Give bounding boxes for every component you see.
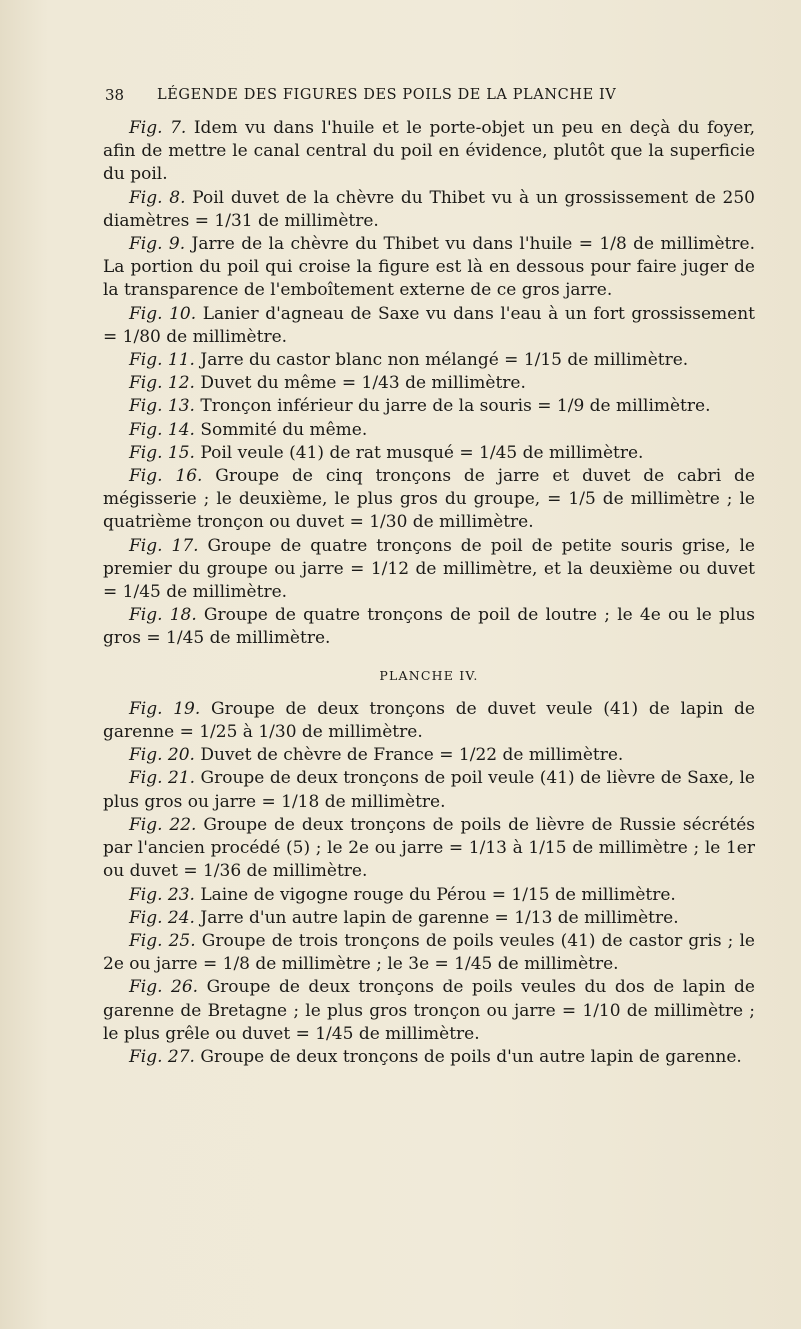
figure-description: Sommité du même.: [194, 419, 368, 440]
figure-caption: [103, 907, 755, 930]
figure-label: Fig. 26.: [129, 977, 199, 998]
figure-label: Fig. 20.: [129, 745, 195, 766]
figure-label: Fig. 9.: [129, 234, 186, 255]
figure-caption: [103, 930, 755, 976]
figure-caption: [103, 744, 755, 767]
figure-caption: [103, 372, 755, 395]
figure-label: Fig. 22.: [129, 814, 197, 835]
figure-label: Fig. 10.: [129, 303, 197, 324]
legend-list-after: [103, 698, 755, 1069]
figure-description: Jarre de la chèvre du Thibet vu dans l'huile = 1/8 de millimètre. La portion du poil qui croise la figure est là en dessous pour faire juger de la transparence de l'emboîtement externe de ce gros jarre.: [103, 234, 755, 301]
figure-description: Poil duvet de la chèvre du Thibet vu à un grossissement de 250 diamètres = 1/31 de millimètre.: [103, 187, 755, 231]
figure-description: Groupe de trois tronçons de poils veules (41) de castor gris ; le 2e ou jarre = 1/8 de millimètre ; le 3e = 1/45 de millimètre.: [103, 930, 755, 975]
figure-description: Groupe de deux tronçons de poils de lièvre de Russie sécrétés par l'ancien procédé (5) ; le 2e ou jarre = 1/13 à 1/15 de millimètre ; le 1er ou duvet = 1/36 de millimètre.: [103, 814, 755, 882]
figure-description: Groupe de deux tronçons de poil veule (41) de lièvre de Saxe, le plus gros ou jarre = 1/18 de millimètre.: [103, 768, 755, 812]
figure-description: Groupe de quatre tronçons de poil de petite souris grise, le premier du groupe ou jarre = 1/12 de millimètre, et la deuxième ou duvet = 1/45 de millimètre.: [103, 535, 755, 603]
legend-list-before: [103, 117, 755, 651]
figure-caption: [103, 698, 755, 744]
figure-label: Fig. 27.: [129, 1046, 195, 1067]
figure-description: Groupe de quatre tronçons de poil de loutre ; le 4e ou le plus gros = 1/45 de millimètre.: [103, 605, 755, 649]
figure-label: Fig. 14.: [129, 419, 195, 440]
figure-label: Fig. 15.: [129, 442, 195, 463]
figure-caption: [103, 395, 755, 418]
figure-label: Fig. 21.: [129, 768, 196, 789]
figure-caption: [103, 767, 755, 813]
figure-caption: [103, 233, 755, 303]
figure-description: Groupe de deux tronçons de poils veules du dos de lapin de garenne de Bretagne ; le plus gros tronçon ou jarre = 1/10 de millimètre ; le plus grêle ou duvet = 1/45 de millimètre.: [103, 977, 755, 1044]
figure-caption: [103, 349, 755, 372]
figure-caption: [103, 814, 755, 884]
figure-caption: [103, 1046, 755, 1069]
figure-description: Laine de vigogne rouge du Pérou = 1/15 de millimètre.: [194, 884, 676, 905]
section-heading: PLANCHE IV.: [379, 667, 479, 683]
figure-caption: [103, 976, 755, 1046]
figure-label: Fig. 13.: [129, 396, 195, 417]
figure-label: Fig. 16.: [129, 466, 203, 487]
figure-description: Jarre d'un autre lapin de garenne = 1/13 de millimètre.: [194, 907, 679, 928]
figure-caption: [103, 117, 755, 187]
figure-caption: [103, 442, 755, 465]
page-header: [105, 86, 751, 108]
figure-caption: [103, 419, 755, 442]
figure-description: Duvet du même = 1/43 de millimètre.: [194, 373, 526, 394]
figure-caption: [103, 187, 755, 233]
figure-description: Groupe de deux tronçons de poils d'un autre lapin de garenne.: [194, 1046, 742, 1067]
figure-caption: [103, 303, 755, 349]
figure-description: Jarre du castor blanc non mélangé = 1/15 de millimètre.: [194, 350, 689, 371]
figure-label: Fig. 24.: [129, 907, 195, 928]
figure-label: Fig. 8.: [129, 187, 186, 208]
figure-description: Tronçon inférieur du jarre de la souris = 1/9 de millimètre.: [194, 396, 711, 417]
figure-caption: [103, 535, 755, 605]
figure-description: Groupe de cinq tronçons de jarre et duvet de cabri de mégisserie ; le deuxième, le plus gros du groupe, = 1/5 de millimètre ; le quatrième tronçon ou duvet = 1/30 de millimètre.: [103, 466, 755, 533]
figure-description: Groupe de deux tronçons de duvet veule (41) de lapin de garenne = 1/25 à 1/30 de millimètre.: [103, 698, 755, 743]
figure-description: Duvet de chèvre de France = 1/22 de millimètre.: [194, 745, 624, 766]
figure-label: Fig. 25.: [129, 930, 196, 951]
figure-label: Fig. 19.: [129, 698, 201, 719]
figure-caption: [103, 604, 755, 650]
figure-label: Fig. 7.: [129, 118, 187, 138]
figure-label: Fig. 12.: [129, 373, 195, 394]
figure-label: Fig. 17.: [129, 535, 199, 556]
figure-description: Poil veule (41) de rat musqué = 1/45 de millimètre.: [194, 442, 644, 463]
figure-description: Idem vu dans l'huile et le porte-objet un peu en deçà du foyer, afin de mettre le canal central du poil en évidence, plutôt que la superficie du poil.: [103, 118, 755, 185]
figure-label: Fig. 23.: [129, 884, 195, 905]
running-title: LÉGENDE DES FIGURES DES POILS DE LA PLANCHE IV: [157, 87, 617, 103]
legend-text: [103, 117, 755, 1069]
figure-caption: [103, 465, 755, 535]
page-number: 38: [105, 86, 125, 104]
figure-label: Fig. 18.: [129, 605, 197, 626]
figure-description: Lanier d'agneau de Saxe vu dans l'eau à un fort grossissement = 1/80 de millimètre.: [103, 303, 755, 347]
figure-caption: [103, 884, 755, 907]
figure-label: Fig. 11.: [129, 350, 195, 371]
